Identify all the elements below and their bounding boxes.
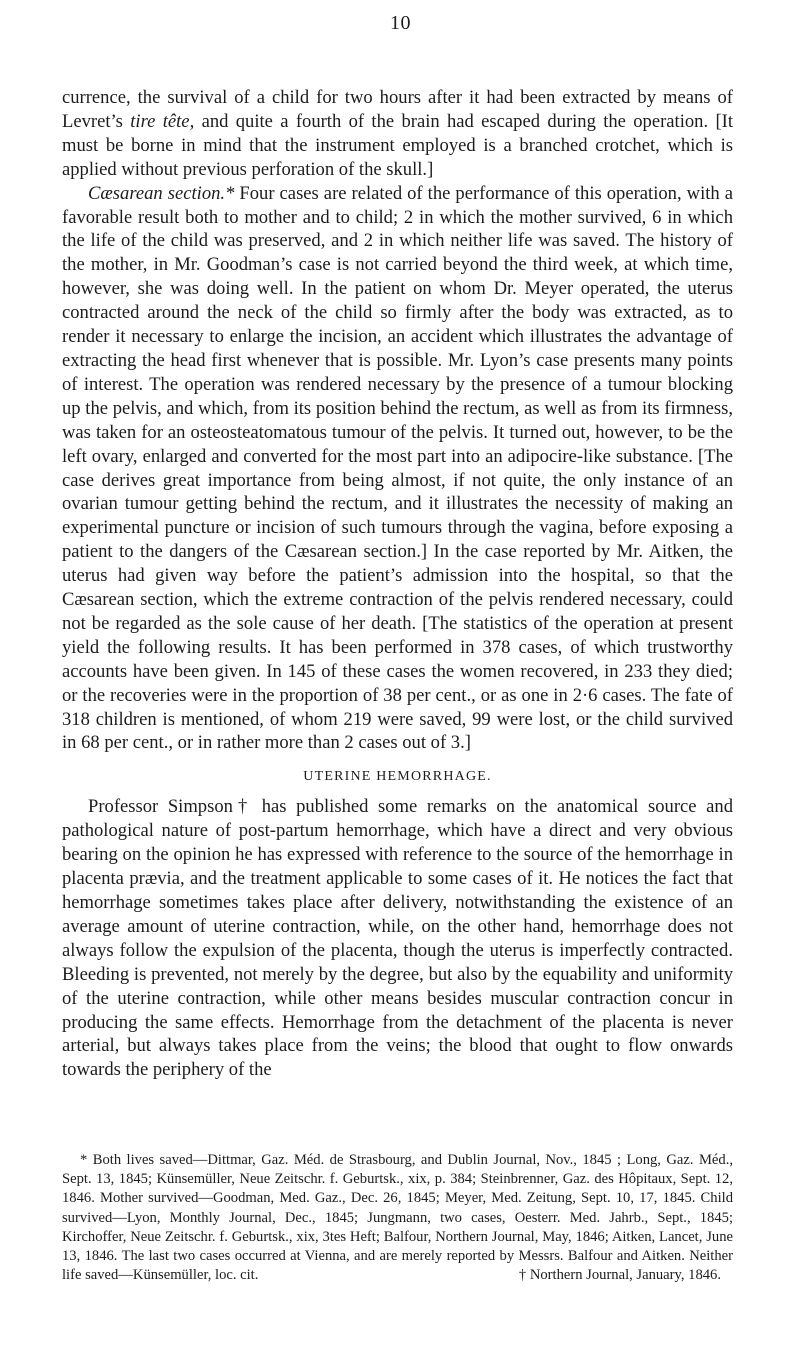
footnote-dagger: † Northern Journal, January, 1846.	[518, 1267, 721, 1284]
footnote-asterisk: * Both lives saved—Dittmar, Gaz. Méd. de Strasbourg, and Dublin Journal, Nov., 1845 ; Long, Gaz. Méd., Sept. 13, 1845; Künsemüller, Neue Zeitschr. f. Geburtsk., xix, p. 384; Steinbrenner, Gaz. des Hôpitaux, Sept. 12, 1846. Mother survived—Goodman, Med. Gaz., Dec. 26, 1845; Meyer, Med. Zeitung, Sept. 10, 17, 1845. Child survived—Lyon, Monthly Journal, Dec., 1845; Jungmann, two cases, Oesterr. Med. Jahrb., Sept., 1845; Kirchoffer, Neue Zeitschr. f. Geburtsk., xix, 3tes Heft; Balfour, Northern Journal, May, 1846; Aitken, Lancet, June 13, 1846. The last two cases occurred at Vienna, and are merely reported by Messrs. Balfour and Aitken. Neither life saved—Künsemüller, loc. cit.	[62, 1152, 733, 1284]
paragraph-uterine-hemorrhage: Professor Simpson† has published some remarks on the anatomical source and pathological nature of post-partum hemorrhage, which have a direct and very obvious bearing on the opinion he has expressed with reference to the source of the hemorrhage in placenta prævia, and the treatment applicable to some cases of it. He notices the fact that hemorrhage sometimes takes place after delivery, notwithstanding the existence of an average amount of uterine contraction, while, on the other hand, hemorrhage does not always follow the expulsion of the placenta, though the uterus is imperfectly contracted. Bleeding is prevented, not merely by the degree, but also by the equability and uniformity of the uterine contraction, while other means besides muscular contraction concur in producing the same effects. Hemorrhage from the detachment of the placenta is never arterial, but always takes place from the veins; the blood that ought to flow onwards towards the periphery of the	[62, 796, 733, 1081]
body-text	[62, 86, 733, 1082]
paragraph-1-text: currence, the survival of a child for two hours after it had been extracted by means of Levret’s	[62, 87, 733, 132]
page-number: 10	[390, 12, 411, 34]
caesarean-section-term: Cæsarean section.*	[88, 182, 235, 204]
paragraph-1-rest: and quite a fourth of the brain had escaped during the operation. [It must be borne in mind that the instrument employed is a branched crotchet, which is applied without previous perforation of the skull.]	[62, 110, 734, 180]
tire-tete-term: tire tête,	[130, 110, 195, 132]
paragraph-caesarean-section	[62, 182, 733, 756]
paragraph-continuation	[62, 86, 733, 182]
footnotes	[62, 1151, 733, 1285]
paragraph-2-text: Four cases are related of the performance of this operation, with a favorable result both to mother and to child; 2 in which the mother survived, 6 in which the life of the child was preserved, and 2 in which neither life was saved. The history of the mother, in Mr. Goodman’s case is not carried beyond the third week, at which time, however, she was doing well. In the patient on whom Dr. Meyer operated, the uterus contracted around the neck of the child so firmly after the body was extracted, as to render it necessary to enlarge the incision, an accident which illustrates the advantage of extracting the head first whenever that is possible. Mr. Lyon’s case presents many points of interest. The operation was rendered necessary by the presence of a tumour blocking up the pelvis, and which, from its position behind the rectum, as well as from its firmness, was taken for an osteosteatomatous tumour of the pelvis. It turned out, however, to be the left ovary, enlarged and converted for the most part into an adipocire-like substance. [The case derives great importance from being almost, if not quite, the only instance of an ovarian tumour getting behind the rectum, and it illustrates the necessity of making an experimental puncture or incision of such tumours through the vagina, before exposing a patient to the dangers of the Cæsarean section.] In the case reported by Mr. Aitken, the uterus had given way before the patient’s admission into the hospital, so that the Cæsarean section, which the extreme contraction of the pelvis rendered necessary, could not be regarded as the sole cause of her death. [The statistics of the operation at present yield the following results. It has been performed in 378 cases, of which trustworthy accounts have been given. In 145 of these cases the women recovered, in 233 they died; or the recoveries were in the proportion of 38 per cent., or as one in 2·6 cases. The fate of 318 children is mentioned, of whom 219 were saved, 99 were lost, or the child survived in 68 per cent., or in rather more than 2 cases out of 3.]	[62, 182, 733, 754]
section-heading: UTERINE HEMORRHAGE.	[303, 769, 492, 785]
